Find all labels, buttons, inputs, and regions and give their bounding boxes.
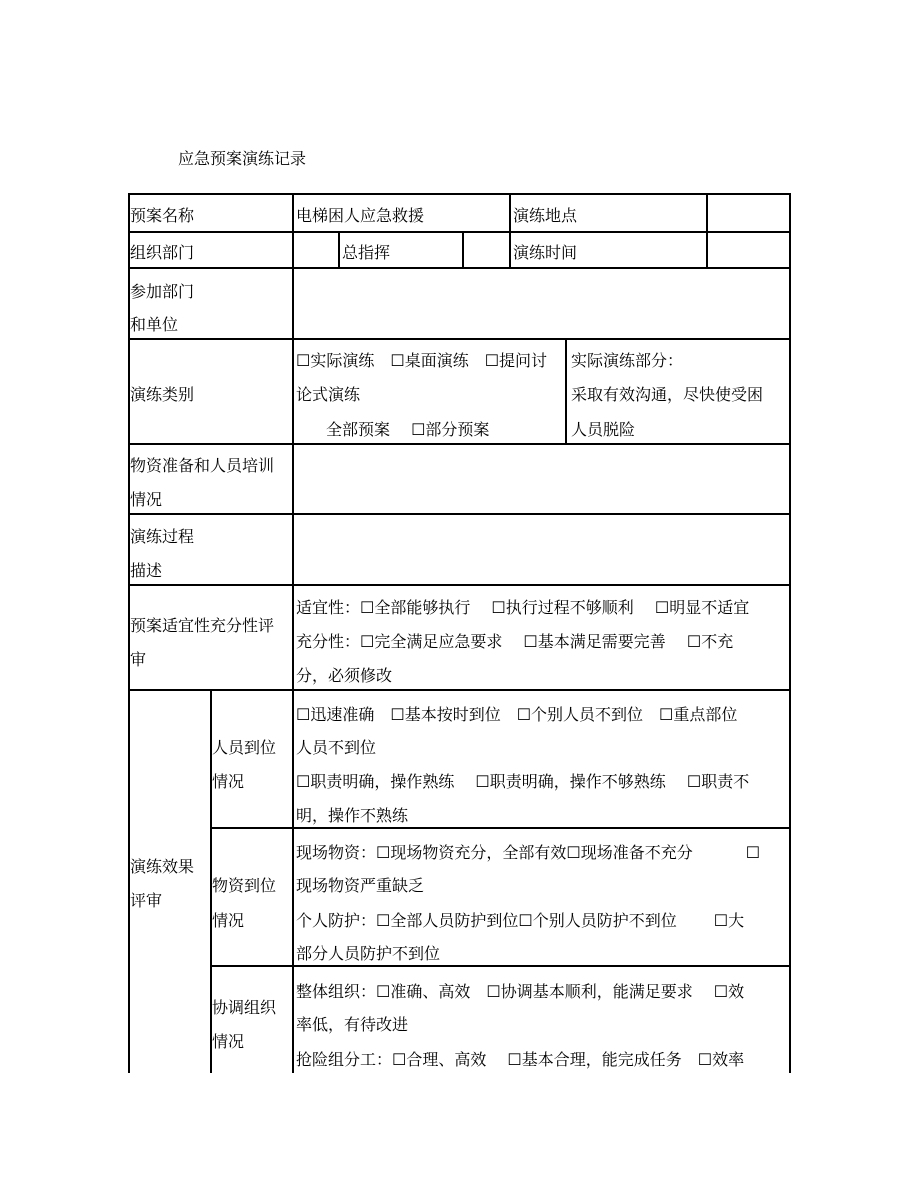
label-participants-2: 和单位 xyxy=(130,315,179,334)
material-4: 部分人员防护不到位 xyxy=(296,944,441,963)
label-drill-type: 演练类别 xyxy=(130,385,195,404)
drill-part-3: 人员脱险 xyxy=(571,420,636,439)
material-3: 个人防护：☐全部人员防护到位☐个别人员防护不到位 ☐大 xyxy=(296,911,745,930)
material-1: 现场物资：☐现场物资充分，全部有效☐现场准备不充分 ☐ xyxy=(296,843,761,862)
drill-type-options-2: 论式演练 xyxy=(296,385,361,404)
drill-type-options-1: ☐实际演练 ☐桌面演练 ☐提问讨 xyxy=(296,351,548,370)
document-title: 应急预案演练记录 xyxy=(178,149,307,168)
label-drill-time: 演练时间 xyxy=(513,243,578,262)
staff-3: ☐职责明确，操作熟练 ☐职责明确，操作不够熟练 ☐职责不 xyxy=(296,772,750,791)
staff-1: ☐迅速准确 ☐基本按时到位 ☐个别人员不到位 ☐重点部位 xyxy=(296,705,738,724)
label-staff-2: 情况 xyxy=(212,772,245,791)
label-prep: 物资准备和人员培训 xyxy=(130,456,275,475)
value-plan-name: 电梯困人应急救援 xyxy=(296,206,425,225)
label-coordination-2: 情况 xyxy=(212,1032,245,1051)
suitability-2: 充分性：☐完全满足应急要求 ☐基本满足需要完善 ☐不充 xyxy=(296,632,734,651)
label-suitability: 预案适宜性充分性评 xyxy=(130,616,275,635)
staff-2: 人员不到位 xyxy=(296,738,377,757)
label-suitability-2: 审 xyxy=(130,650,147,669)
coordination-2: 率低，有待改进 xyxy=(296,1015,409,1034)
material-2: 现场物资严重缺乏 xyxy=(296,876,425,895)
label-participants: 参加部门 xyxy=(130,282,195,301)
label-org-dept: 组织部门 xyxy=(130,243,195,262)
label-effect-2: 评审 xyxy=(130,891,163,910)
label-prep-2: 情况 xyxy=(130,490,163,509)
label-material: 物资到位 xyxy=(212,876,277,895)
suitability-1: 适宜性：☐全部能够执行 ☐执行过程不够顺利 ☐明显不适宜 xyxy=(296,598,750,617)
drill-part-1: 实际演练部分： xyxy=(571,351,684,370)
drill-part-2: 采取有效沟通，尽快使受困 xyxy=(571,385,764,404)
label-drill-location: 演练地点 xyxy=(513,206,578,225)
label-effect: 演练效果 xyxy=(130,857,195,876)
suitability-3: 分，必须修改 xyxy=(296,666,393,685)
label-process-2: 描述 xyxy=(130,561,163,580)
coordination-3: 抢险组分工：☐合理、高效 ☐基本合理，能完成任务 ☐效率 xyxy=(296,1050,745,1069)
label-plan-name: 预案名称 xyxy=(130,206,195,225)
label-process: 演练过程 xyxy=(130,527,195,546)
staff-4: 明，操作不熟练 xyxy=(296,806,409,825)
drill-type-options-3: 全部预案 ☐部分预案 xyxy=(326,420,490,439)
label-staff: 人员到位 xyxy=(212,738,277,757)
label-commander: 总指挥 xyxy=(342,243,391,262)
coordination-1: 整体组织：☐准确、高效 ☐协调基本顺利，能满足要求 ☐效 xyxy=(296,982,745,1001)
label-material-2: 情况 xyxy=(212,911,245,930)
label-coordination: 协调组织 xyxy=(212,998,277,1017)
